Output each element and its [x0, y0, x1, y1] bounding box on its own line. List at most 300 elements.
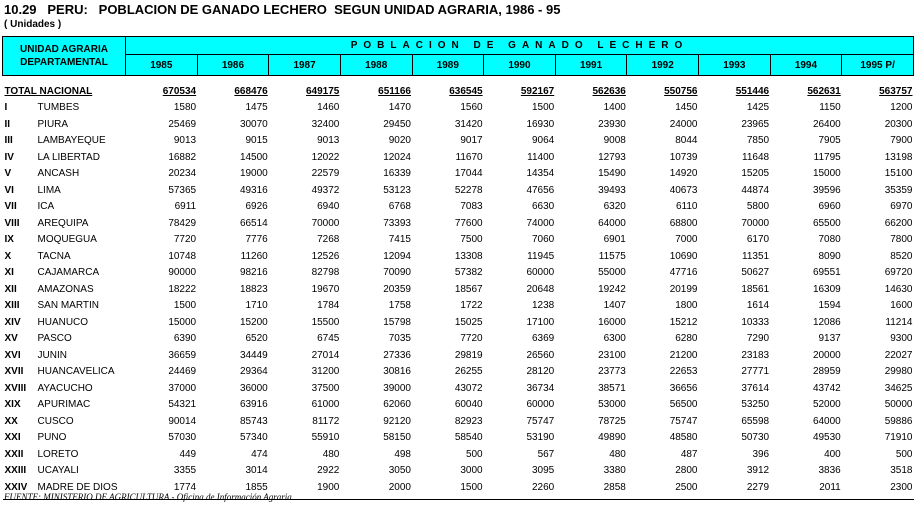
region-value: 28120 [526, 366, 555, 378]
region-value: 68800 [669, 217, 698, 229]
region-value: 14630 [884, 283, 913, 295]
region-value: 12526 [311, 250, 340, 262]
region-value: 1150 [819, 102, 841, 114]
region-value: 13198 [884, 151, 913, 163]
region-value: 31420 [454, 118, 483, 130]
region-value: 480 [609, 448, 626, 460]
year-header: 1989 [412, 55, 484, 76]
region-value: 66200 [884, 217, 913, 229]
region-value: 11351 [742, 250, 770, 262]
total-value: 592167 [520, 85, 555, 97]
region-value: 18561 [741, 283, 770, 295]
region-name: LORETO [37, 448, 79, 460]
region-value: 449 [179, 448, 197, 460]
units-subtitle: ( Unidades ) [4, 19, 62, 30]
unit-header [3, 37, 126, 76]
table-row [3, 100, 914, 117]
region-value: 49372 [311, 184, 340, 196]
region-value: 1710 [245, 300, 268, 312]
region-value: 1594 [818, 300, 841, 312]
region-value: 12086 [812, 316, 841, 328]
region-name: SAN MARTIN [37, 300, 99, 312]
region-value: 11795 [813, 151, 841, 163]
region-value: 75747 [526, 415, 555, 427]
region-value: 60000 [526, 267, 555, 279]
region-value: 57382 [454, 267, 483, 279]
total-value: 551446 [735, 85, 770, 97]
region-value: 37500 [311, 382, 340, 394]
region-name: PUNO [37, 432, 67, 444]
region-value: 22027 [884, 349, 913, 361]
region-value: 1722 [460, 300, 483, 312]
region-value: 70000 [741, 217, 770, 229]
region-value: 1614 [746, 300, 770, 312]
region-value: 6960 [818, 201, 841, 213]
region-value: 26255 [454, 366, 483, 378]
year-header: 1995 P/ [842, 55, 914, 76]
region-value: 8090 [818, 250, 841, 262]
region-number: VII [4, 201, 17, 213]
region-value: 7080 [818, 234, 841, 246]
region-value: 3050 [388, 465, 411, 477]
region-value: 20300 [884, 118, 913, 130]
table-row [3, 380, 914, 397]
table-row [3, 182, 914, 199]
region-number: VIII [4, 217, 20, 229]
table-body [3, 76, 914, 500]
region-value: 12094 [383, 250, 411, 262]
region-value: 11260 [240, 250, 268, 262]
region-value: 39596 [812, 184, 841, 196]
page-title: 10.29 PERU: POBLACION DE GANADO LECHERO SEGUN UNIDAD AGRARIA, 1986 - 95 [4, 2, 561, 17]
region-value: 6320 [603, 201, 626, 213]
region-value: 1774 [173, 481, 197, 493]
year-header: 1986 [197, 55, 269, 76]
region-value: 70000 [311, 217, 340, 229]
region-value: 29364 [239, 366, 268, 378]
region-value: 14500 [239, 151, 268, 163]
region-number: V [4, 168, 12, 180]
region-value: 14920 [669, 168, 698, 180]
region-value: 3518 [890, 465, 913, 477]
region-value: 11575 [598, 250, 626, 262]
region-name: APURIMAC [37, 399, 91, 411]
region-value: 9017 [460, 135, 483, 147]
region-number: XXI [4, 432, 21, 444]
region-value: 9008 [603, 135, 626, 147]
region-value: 1400 [603, 102, 626, 114]
region-value: 6926 [245, 201, 268, 213]
region-value: 19000 [239, 168, 268, 180]
region-value: 85743 [239, 415, 268, 427]
region-value: 53000 [598, 399, 626, 411]
region-value: 39493 [598, 184, 626, 196]
total-value: 668476 [234, 85, 268, 97]
region-value: 1600 [890, 300, 913, 312]
region-value: 1500 [173, 300, 197, 312]
region-value: 92120 [383, 415, 411, 427]
region-name: PIURA [37, 118, 69, 130]
region-number: IX [4, 234, 14, 246]
region-number: XVI [4, 349, 21, 361]
table-row [3, 199, 914, 216]
table-row [3, 397, 914, 414]
total-label: TOTAL NACIONAL [4, 85, 93, 97]
region-value: 16339 [383, 168, 411, 180]
region-value: 20648 [526, 283, 555, 295]
region-number: XIX [4, 399, 21, 411]
region-value: 26400 [812, 118, 841, 130]
table-row [3, 347, 914, 364]
region-name: MOQUEGUA [37, 234, 97, 246]
region-value: 58540 [454, 432, 483, 444]
year-header: 1985 [126, 55, 198, 76]
region-value: 6390 [173, 333, 197, 345]
region-value: 21200 [669, 349, 698, 361]
region-value: 49316 [239, 184, 268, 196]
region-value: 7000 [675, 234, 698, 246]
region-value: 1238 [532, 300, 555, 312]
region-value: 487 [680, 448, 698, 460]
year-header-row [3, 55, 914, 76]
region-number: XXII [4, 448, 24, 460]
region-value: 26560 [526, 349, 555, 361]
region-value: 20199 [669, 283, 698, 295]
region-value: 6300 [603, 333, 626, 345]
region-value: 18567 [454, 283, 483, 295]
table-row [3, 133, 914, 150]
region-value: 9015 [245, 135, 268, 147]
region-value: 1758 [388, 300, 411, 312]
region-name: ICA [37, 201, 55, 213]
region-value: 3000 [460, 465, 483, 477]
region-value: 1784 [317, 300, 340, 312]
region-value: 9013 [173, 135, 197, 147]
region-number: XX [4, 415, 18, 427]
region-value: 55910 [311, 432, 340, 444]
region-value: 52278 [454, 184, 483, 196]
region-number: XV [4, 333, 18, 345]
region-value: 1475 [245, 102, 268, 114]
region-value: 39000 [383, 382, 411, 394]
region-value: 69720 [884, 267, 913, 279]
region-value: 74000 [526, 217, 555, 229]
region-value: 10739 [669, 151, 698, 163]
region-number: XI [4, 267, 14, 279]
region-value: 7083 [460, 201, 483, 213]
region-value: 18823 [239, 283, 268, 295]
region-number: I [4, 102, 8, 114]
year-header: 1991 [555, 55, 627, 76]
region-number: XXIV [4, 481, 28, 493]
region-value: 7776 [245, 234, 268, 246]
region-value: 18222 [168, 283, 197, 295]
region-value: 57365 [168, 184, 197, 196]
region-value: 52000 [812, 399, 841, 411]
region-value: 6520 [245, 333, 268, 345]
region-value: 2922 [317, 465, 340, 477]
region-number: XVII [4, 366, 24, 378]
region-value: 40673 [669, 184, 698, 196]
region-value: 6280 [675, 333, 698, 345]
region-number: III [4, 135, 13, 147]
region-name: CUSCO [37, 415, 74, 427]
region-value: 69551 [812, 267, 841, 279]
region-value: 19242 [598, 283, 626, 295]
region-value: 53250 [741, 399, 770, 411]
region-value: 15025 [454, 316, 483, 328]
table-row [3, 430, 914, 447]
region-value: 11400 [527, 151, 555, 163]
region-value: 10748 [168, 250, 197, 262]
region-value: 20000 [812, 349, 841, 361]
region-value: 90014 [168, 415, 197, 427]
region-value: 23100 [598, 349, 626, 361]
region-number: X [4, 250, 12, 262]
region-value: 34625 [884, 382, 913, 394]
region-value: 66514 [239, 217, 268, 229]
region-value: 54321 [168, 399, 197, 411]
region-value: 7720 [460, 333, 483, 345]
table-row [3, 265, 914, 282]
region-value: 1470 [388, 102, 411, 114]
region-name: HUANUCO [37, 316, 89, 328]
region-value: 24000 [669, 118, 698, 130]
region-name: AYACUCHO [37, 382, 93, 394]
total-value: 563757 [879, 85, 913, 97]
region-value: 7500 [460, 234, 483, 246]
region-value: 16930 [526, 118, 555, 130]
region-value: 9013 [317, 135, 340, 147]
region-value: 13308 [454, 250, 483, 262]
region-value: 61000 [311, 399, 340, 411]
region-value: 3836 [818, 465, 841, 477]
region-value: 7720 [173, 234, 197, 246]
region-value: 78725 [598, 415, 626, 427]
table-row [3, 166, 914, 183]
region-name: ANCASH [37, 168, 80, 180]
region-value: 23965 [741, 118, 770, 130]
region-value: 6970 [890, 201, 913, 213]
region-value: 16882 [168, 151, 197, 163]
table-row [3, 248, 914, 265]
region-value: 15798 [383, 316, 411, 328]
region-name: LA LIBERTAD [37, 151, 100, 163]
region-value: 6940 [317, 201, 340, 213]
region-value: 20234 [168, 168, 197, 180]
total-row [3, 83, 914, 100]
region-value: 1450 [675, 102, 698, 114]
region-value: 7900 [890, 135, 913, 147]
region-value: 20359 [383, 283, 411, 295]
region-value: 36000 [239, 382, 268, 394]
region-value: 2858 [603, 481, 626, 493]
table-row [3, 364, 914, 381]
region-name: HUANCAVELICA [37, 366, 115, 378]
region-value: 5800 [746, 201, 770, 213]
region-value: 1407 [603, 300, 626, 312]
region-value: 3912 [746, 465, 770, 477]
region-value: 1200 [890, 102, 913, 114]
unit-header-line2: DEPARTAMENTAL [20, 57, 108, 68]
region-value: 12024 [383, 151, 411, 163]
year-header: 1992 [627, 55, 699, 76]
region-value: 1425 [746, 102, 770, 114]
region-value: 27014 [311, 349, 340, 361]
region-value: 6630 [532, 201, 555, 213]
region-value: 2500 [675, 481, 698, 493]
region-value: 16000 [598, 316, 626, 328]
region-value: 1460 [317, 102, 340, 114]
total-value: 651166 [378, 85, 411, 97]
region-value: 3380 [603, 465, 626, 477]
region-value: 17100 [526, 316, 555, 328]
region-value: 22579 [311, 168, 340, 180]
region-value: 27771 [741, 366, 770, 378]
region-value: 15205 [741, 168, 770, 180]
region-number: XIV [4, 316, 21, 328]
year-header: 1994 [770, 55, 842, 76]
main-header: POBLACION DE GANADO LECHERO [126, 37, 914, 55]
region-value: 38571 [598, 382, 626, 394]
region-value: 1800 [675, 300, 698, 312]
total-value: 670534 [162, 85, 197, 97]
source-note: FUENTE: MINISTERIO DE AGRICULTURA - Oficina de Información Agraria. [4, 492, 295, 502]
region-value: 78429 [168, 217, 197, 229]
region-value: 29980 [884, 366, 913, 378]
region-value: 70090 [383, 267, 411, 279]
region-value: 37614 [741, 382, 770, 394]
table-row [3, 232, 914, 249]
region-value: 480 [322, 448, 340, 460]
region-value: 1500 [460, 481, 483, 493]
region-value: 56500 [669, 399, 698, 411]
region-value: 82923 [454, 415, 483, 427]
region-value: 65500 [812, 217, 841, 229]
region-value: 9300 [890, 333, 913, 345]
region-value: 43742 [812, 382, 841, 394]
region-value: 90000 [168, 267, 197, 279]
region-value: 7268 [317, 234, 340, 246]
region-value: 36656 [669, 382, 698, 394]
year-header: 1987 [269, 55, 341, 76]
region-value: 2300 [890, 481, 913, 493]
region-value: 2260 [532, 481, 555, 493]
region-value: 11214 [885, 316, 913, 328]
region-name: TACNA [37, 250, 71, 262]
region-value: 53123 [383, 184, 411, 196]
region-value: 30070 [239, 118, 268, 130]
region-value: 6745 [317, 333, 340, 345]
region-number: XXIII [4, 465, 27, 477]
table-row [3, 446, 914, 463]
region-value: 500 [465, 448, 483, 460]
region-number: XVIII [4, 382, 27, 394]
region-value: 2800 [675, 465, 698, 477]
region-value: 55000 [598, 267, 626, 279]
region-value: 59886 [884, 415, 913, 427]
region-value: 3355 [173, 465, 197, 477]
region-value: 50627 [741, 267, 770, 279]
table-row [3, 215, 914, 232]
year-header: 1988 [340, 55, 412, 76]
region-value: 10690 [669, 250, 698, 262]
region-value: 75747 [669, 415, 698, 427]
region-value: 1580 [173, 102, 197, 114]
region-value: 396 [752, 448, 770, 460]
region-number: XIII [4, 300, 20, 312]
region-value: 1500 [532, 102, 555, 114]
region-number: II [4, 118, 11, 130]
region-value: 23930 [598, 118, 626, 130]
region-number: VI [4, 184, 14, 196]
region-value: 60000 [526, 399, 555, 411]
region-value: 22653 [669, 366, 698, 378]
region-value: 35359 [884, 184, 913, 196]
region-value: 50000 [884, 399, 913, 411]
total-value: 649175 [306, 85, 340, 97]
region-value: 500 [895, 448, 913, 460]
table-row [3, 116, 914, 133]
region-value: 29819 [454, 349, 483, 361]
year-header: 1993 [699, 55, 771, 76]
region-value: 6901 [603, 234, 626, 246]
region-value: 24469 [168, 366, 197, 378]
region-value: 77600 [454, 217, 483, 229]
region-value: 37000 [168, 382, 197, 394]
table-row [3, 413, 914, 430]
region-value: 11945 [527, 250, 555, 262]
region-name: LAMBAYEQUE [37, 135, 106, 147]
region-value: 3014 [245, 465, 268, 477]
region-value: 23773 [598, 366, 626, 378]
region-value: 29450 [383, 118, 411, 130]
region-value: 15212 [669, 316, 698, 328]
region-value: 31200 [311, 366, 340, 378]
region-name: AMAZONAS [37, 283, 94, 295]
region-value: 98216 [239, 267, 268, 279]
region-value: 17044 [454, 168, 483, 180]
region-value: 36734 [526, 382, 555, 394]
region-value: 14354 [526, 168, 555, 180]
livestock-table [2, 36, 914, 500]
region-value: 23183 [741, 349, 770, 361]
region-value: 15000 [168, 316, 197, 328]
region-value: 6369 [532, 333, 555, 345]
table-row [3, 314, 914, 331]
region-value: 64000 [598, 217, 626, 229]
region-value: 30816 [383, 366, 411, 378]
region-value: 12793 [598, 151, 626, 163]
region-value: 6911 [174, 201, 197, 213]
total-value: 562631 [807, 85, 841, 97]
table-row [3, 149, 914, 166]
region-number: XII [4, 283, 17, 295]
table-row [3, 463, 914, 480]
region-value: 6170 [746, 234, 770, 246]
region-value: 8044 [675, 135, 698, 147]
region-value: 64000 [812, 415, 841, 427]
region-value: 36659 [168, 349, 197, 361]
region-value: 9137 [818, 333, 841, 345]
region-value: 7905 [818, 135, 841, 147]
region-value: 6110 [675, 201, 698, 213]
region-value: 1560 [460, 102, 483, 114]
table-row [3, 298, 914, 315]
region-value: 7035 [388, 333, 411, 345]
region-value: 15000 [812, 168, 841, 180]
region-value: 44874 [741, 184, 770, 196]
